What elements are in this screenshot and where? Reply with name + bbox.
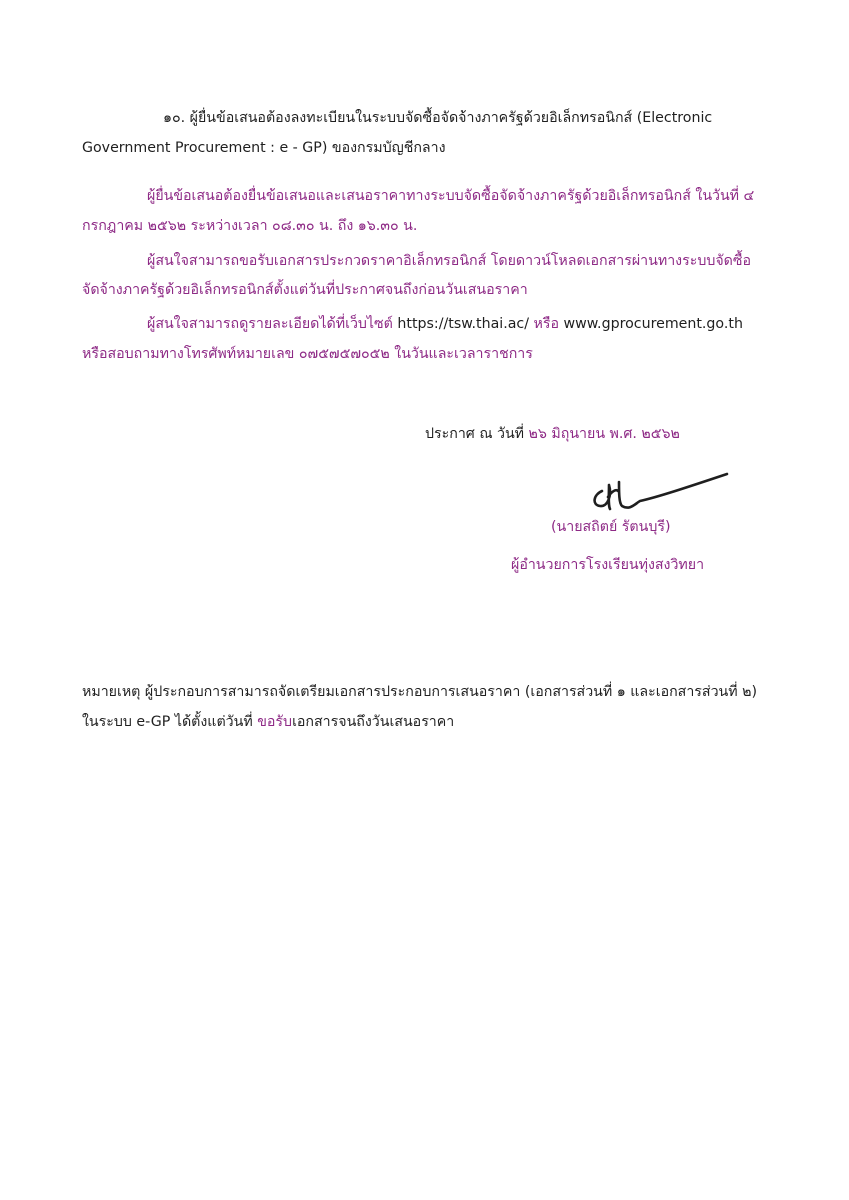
note-line2-start: ในระบบ e-GP ได้ตั้งแต่วันที่	[82, 714, 253, 730]
signer-position: ผู้อำนวยการโรงเรียนทุ่งสงวิทยา	[511, 557, 705, 573]
download-line2: จัดจ้างภาครัฐด้วยอิเล็กทรอนิกส์ตั้งแต่วันที่ประกาศจนถึงก่อนวันเสนอราคา	[82, 282, 528, 298]
submission-line2: กรกฎาคม ๒๕๖๒ ระหว่างเวลา ๐๘.๓๐ น. ถึง ๑๖.๓๐ น.	[82, 218, 418, 234]
download-line1: ผู้สนใจสามารถขอรับเอกสารประกวดราคาอิเล็กทรอนิกส์ โดยดาวน์โหลดเอกสารผ่านทางระบบจัดซื้อ	[147, 253, 752, 269]
note-line2-end: เอกสารจนถึงวันเสนอราคา	[292, 714, 455, 730]
contact-line1	[147, 314, 743, 334]
signature	[588, 465, 730, 515]
website-link-1[interactable]: https://tsw.thai.ac/	[397, 316, 530, 332]
announcement-date-value: ๒๖ มิถุนายน พ.ศ. ๒๕๖๒	[528, 426, 680, 442]
contact-intro: ผู้สนใจสามารถดูรายละเอียดได้ที่เว็บไซต์	[147, 316, 393, 332]
announcement-date	[425, 424, 680, 444]
note-line2-highlight: ขอรับ	[257, 714, 293, 730]
clause10-line1: ๑๐. ผู้ยื่นข้อเสนอต้องลงทะเบียนในระบบจัดซื้อจัดจ้างภาครัฐด้วยอิเล็กทรอนิกส์ (Electronic	[163, 110, 713, 126]
note-line2	[82, 712, 454, 732]
clause10-line2: Government Procurement : e - GP) ของกรมบัญชีกลาง	[82, 140, 446, 156]
submission-line1: ผู้ยื่นข้อเสนอต้องยื่นข้อเสนอและเสนอราคาทางระบบจัดซื้อจัดจ้างภาครัฐด้วยอิเล็กทรอนิกส์ ในวันที่ ๔	[147, 188, 755, 204]
contact-or: หรือ	[533, 316, 560, 332]
announcement-label: ประกาศ ณ วันที่	[425, 426, 525, 442]
signer-name: (นายสถิตย์ รัตนบุรี)	[551, 519, 671, 535]
note-line1: หมายเหตุ ผู้ประกอบการสามารถจัดเตรียมเอกสารประกอบการเสนอราคา (เอกสารส่วนที่ ๑ และเอกสารส่วนที่ ๒)	[82, 684, 758, 700]
contact-line2: หรือสอบถามทางโทรศัพท์หมายเลข ๐๗๕๗๕๗๐๕๒ ในวันและเวลาราชการ	[82, 346, 533, 362]
website-link-2[interactable]: www.gprocurement.go.th	[563, 316, 743, 332]
